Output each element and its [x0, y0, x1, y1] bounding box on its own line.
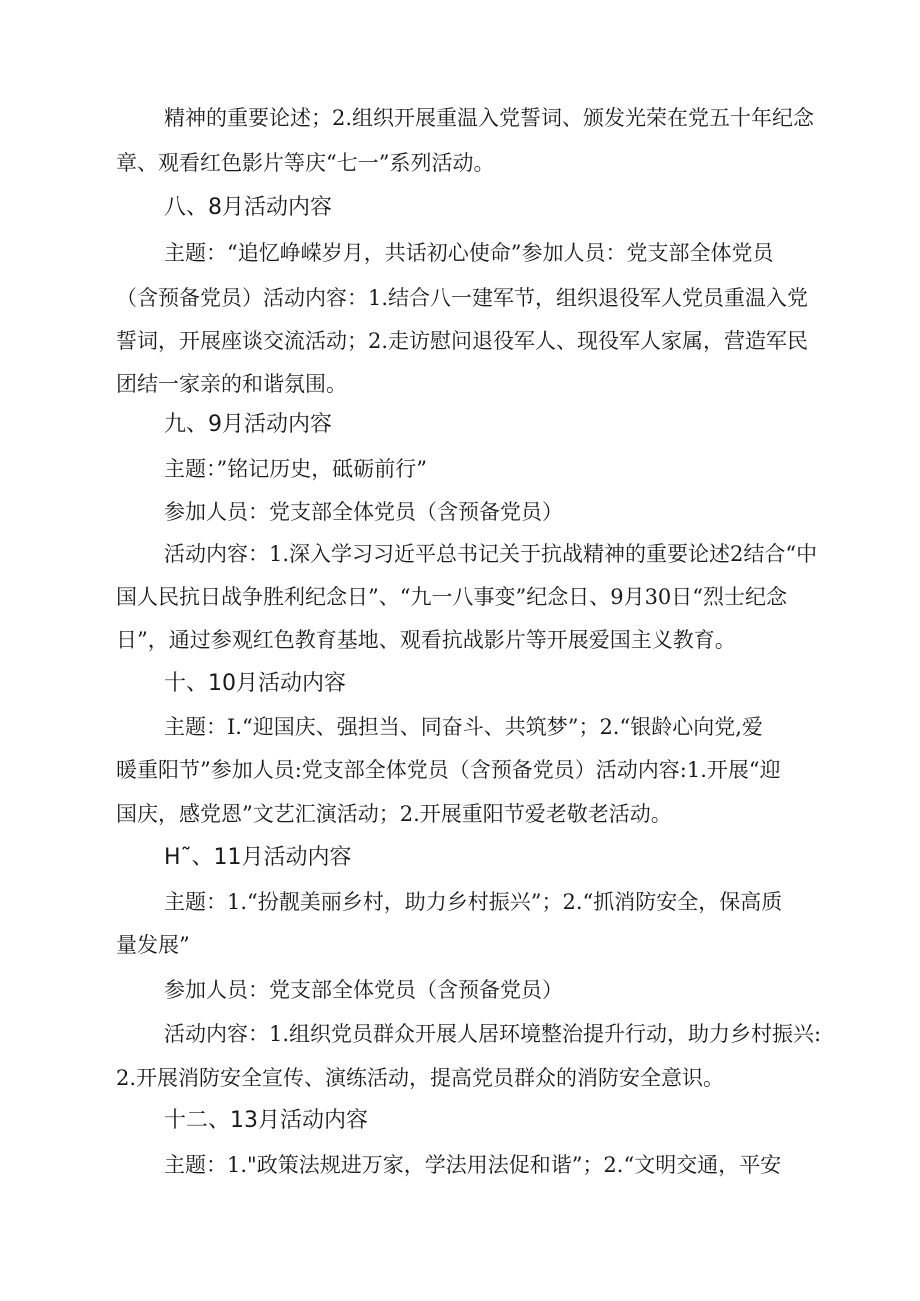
- body-text-line: （含预备党员）活动内容：1.结合八一建军节，组织退役军人党员重温入党: [116, 286, 809, 310]
- section-heading-december: 十二、13月活动内容: [164, 1108, 368, 1133]
- section-heading-august: 八、8月活动内容: [164, 195, 332, 220]
- body-text-line: 主题：1."政策法规进万家，学法用法促和谐”；2.“文明交通，平安: [164, 1153, 782, 1177]
- body-text-line: 主题：I.“迎国庆、强担当、同奋斗、共筑梦”；2.“银龄心向党,爱: [164, 715, 763, 739]
- body-text-line: 精神的重要论述；2.组织开展重温入党誓词、颁发光荣在党五十年纪念: [164, 106, 815, 130]
- section-heading-november: H˜、11月活动内容: [164, 845, 352, 870]
- body-text-line: 主题：1.“扮靓美丽乡村，助力乡村振兴”；2.“抓消防安全，保高质: [164, 890, 783, 914]
- body-text-line: 主题：“追忆峥嵘岁月，共话初心使命”参加人员：党支部全体党员: [164, 241, 774, 265]
- body-text-line: 日”，通过参观红色教育基地、观看抗战影片等开展爱国主义教育。: [116, 628, 736, 652]
- section-heading-october: 十、10月活动内容: [164, 671, 346, 696]
- body-text-line: 活动内容：1.深入学习习近平总书记关于抗战精神的重要论述2结合“中: [164, 542, 818, 566]
- body-text-line: 暖重阳节”参加人员:党支部全体党员（含预备党员）活动内容:1.开展“迎: [116, 758, 781, 782]
- body-text-line: 2.开展消防安全宣传、演练活动，提高党员群众的消防安全意识。: [116, 1066, 725, 1090]
- section-heading-september: 九、9月活动内容: [164, 412, 332, 437]
- body-text-line: 参加人员：党支部全体党员（含预备党员）: [164, 978, 563, 1002]
- body-text-line: 国人民抗日战争胜利纪念日”、“九一八事变”纪念日、9月30日“烈士纪念: [116, 585, 788, 609]
- body-text-line: 团结一家亲的和谐氛围。: [116, 372, 347, 396]
- body-text-line: 章、观看红色影片等庆“七一”系列活动。: [116, 151, 495, 175]
- body-text-line: 参加人员：党支部全体党员（含预备党员）: [164, 500, 563, 524]
- body-text-line: 誓词，开展座谈交流活动；2.走访慰问退役军人、现役军人家属，营造军民: [116, 329, 809, 353]
- body-text-line: 国庆，感党恩”文艺汇演活动；2.开展重阳节爱老敬老活动。: [116, 802, 672, 826]
- body-text-line: 活动内容：1.组织党员群众开展人居环境整治提升行动，助力乡村振兴:: [164, 1022, 822, 1046]
- body-text-line: 量发展”: [116, 933, 190, 957]
- body-text-line: 主题：”铭记历史，砥砺前行”: [164, 457, 427, 481]
